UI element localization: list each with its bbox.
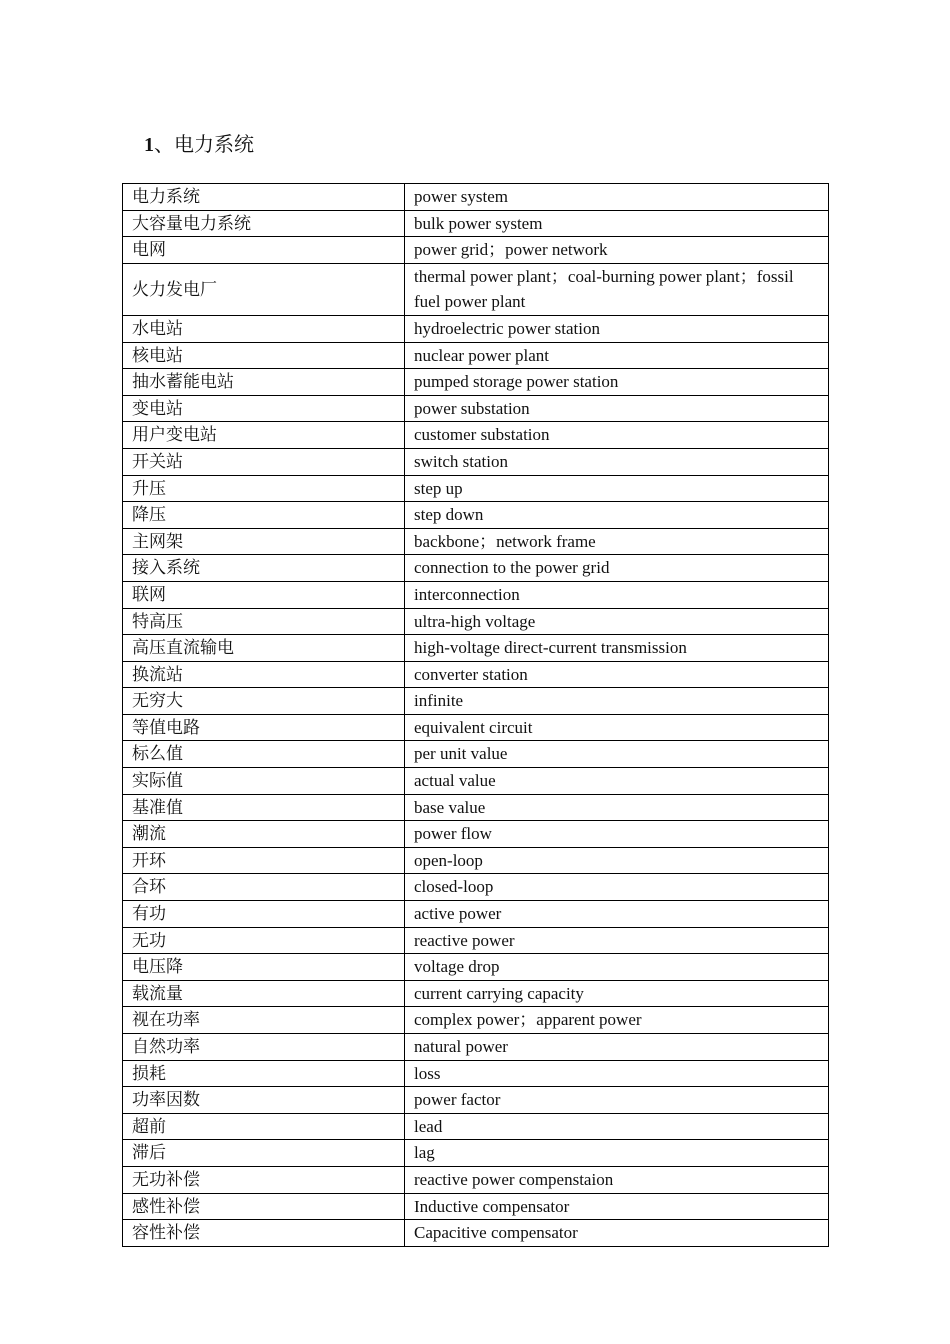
table-row <box>123 422 829 449</box>
term-chinese: 滞后 <box>123 1140 405 1167</box>
term-chinese: 换流站 <box>123 661 405 688</box>
term-chinese: 火力发电厂 <box>123 263 405 315</box>
term-english: converter station <box>405 661 829 688</box>
term-english: voltage drop <box>405 954 829 981</box>
term-english: base value <box>405 794 829 821</box>
term-english: bulk power system <box>405 210 829 237</box>
section-title: 电力系统 <box>174 134 254 156</box>
table-row <box>123 555 829 582</box>
table-row <box>123 369 829 396</box>
table-row <box>123 1140 829 1167</box>
term-english: natural power <box>405 1034 829 1061</box>
term-chinese: 基准值 <box>123 794 405 821</box>
glossary-body <box>123 184 829 1247</box>
term-english: ultra-high voltage <box>405 608 829 635</box>
term-chinese: 高压直流输电 <box>123 635 405 662</box>
table-row <box>123 263 829 315</box>
table-row <box>123 1166 829 1193</box>
section-separator: 、 <box>154 134 174 156</box>
table-row <box>123 1113 829 1140</box>
term-english: step down <box>405 502 829 529</box>
table-row <box>123 475 829 502</box>
table-row <box>123 1007 829 1034</box>
term-chinese: 电力系统 <box>123 184 405 211</box>
term-chinese: 降压 <box>123 502 405 529</box>
section-heading <box>144 130 254 160</box>
table-row <box>123 528 829 555</box>
table-row <box>123 448 829 475</box>
term-chinese: 用户变电站 <box>123 422 405 449</box>
term-english: switch station <box>405 448 829 475</box>
term-english: power substation <box>405 395 829 422</box>
term-chinese: 电网 <box>123 237 405 264</box>
term-english: open-loop <box>405 847 829 874</box>
table-row <box>123 184 829 211</box>
term-english: power grid；power network <box>405 237 829 264</box>
term-chinese: 大容量电力系统 <box>123 210 405 237</box>
term-english: high-voltage direct-current transmission <box>405 635 829 662</box>
term-chinese: 无穷大 <box>123 688 405 715</box>
term-chinese: 开关站 <box>123 448 405 475</box>
table-row <box>123 342 829 369</box>
term-chinese: 标么值 <box>123 741 405 768</box>
table-row <box>123 874 829 901</box>
table-row <box>123 1220 829 1247</box>
table-row <box>123 1087 829 1114</box>
term-english: power system <box>405 184 829 211</box>
table-row <box>123 714 829 741</box>
term-chinese: 主网架 <box>123 528 405 555</box>
term-english: thermal power plant；coal-burning power plant；fossil fuel power plant <box>405 263 829 315</box>
term-chinese: 特高压 <box>123 608 405 635</box>
term-english: complex power；apparent power <box>405 1007 829 1034</box>
term-english: per unit value <box>405 741 829 768</box>
term-chinese: 开环 <box>123 847 405 874</box>
table-row <box>123 502 829 529</box>
table-row <box>123 210 829 237</box>
term-chinese: 无功补偿 <box>123 1166 405 1193</box>
term-chinese: 变电站 <box>123 395 405 422</box>
term-english: interconnection <box>405 581 829 608</box>
term-chinese: 视在功率 <box>123 1007 405 1034</box>
term-chinese: 合环 <box>123 874 405 901</box>
table-row <box>123 821 829 848</box>
term-english: pumped storage power station <box>405 369 829 396</box>
term-english: reactive power compenstaion <box>405 1166 829 1193</box>
table-row <box>123 954 829 981</box>
term-english: connection to the power grid <box>405 555 829 582</box>
term-chinese: 等值电路 <box>123 714 405 741</box>
table-row <box>123 1034 829 1061</box>
term-english: hydroelectric power station <box>405 315 829 342</box>
glossary-table <box>122 183 829 1247</box>
term-english: nuclear power plant <box>405 342 829 369</box>
term-english: Inductive compensator <box>405 1193 829 1220</box>
term-chinese: 潮流 <box>123 821 405 848</box>
term-chinese: 自然功率 <box>123 1034 405 1061</box>
term-chinese: 感性补偿 <box>123 1193 405 1220</box>
table-row <box>123 608 829 635</box>
term-chinese: 无功 <box>123 927 405 954</box>
term-chinese: 核电站 <box>123 342 405 369</box>
term-chinese: 功率因数 <box>123 1087 405 1114</box>
term-chinese: 水电站 <box>123 315 405 342</box>
table-row <box>123 237 829 264</box>
table-row <box>123 395 829 422</box>
table-row <box>123 635 829 662</box>
term-english: lag <box>405 1140 829 1167</box>
table-row <box>123 927 829 954</box>
table-row <box>123 1193 829 1220</box>
term-chinese: 接入系统 <box>123 555 405 582</box>
term-english: active power <box>405 901 829 928</box>
term-chinese: 抽水蓄能电站 <box>123 369 405 396</box>
term-english: current carrying capacity <box>405 980 829 1007</box>
term-english: backbone；network frame <box>405 528 829 555</box>
term-chinese: 损耗 <box>123 1060 405 1087</box>
table-row <box>123 1060 829 1087</box>
term-english: infinite <box>405 688 829 715</box>
table-row <box>123 315 829 342</box>
table-row <box>123 980 829 1007</box>
term-english: actual value <box>405 768 829 795</box>
term-english: reactive power <box>405 927 829 954</box>
term-english: lead <box>405 1113 829 1140</box>
table-row <box>123 794 829 821</box>
table-row <box>123 688 829 715</box>
term-chinese: 实际值 <box>123 768 405 795</box>
term-english: power flow <box>405 821 829 848</box>
term-english: step up <box>405 475 829 502</box>
term-chinese: 有功 <box>123 901 405 928</box>
term-chinese: 联网 <box>123 581 405 608</box>
table-row <box>123 581 829 608</box>
term-english: closed-loop <box>405 874 829 901</box>
term-english: power factor <box>405 1087 829 1114</box>
term-chinese: 容性补偿 <box>123 1220 405 1247</box>
table-row <box>123 847 829 874</box>
table-row <box>123 768 829 795</box>
term-chinese: 电压降 <box>123 954 405 981</box>
term-chinese: 超前 <box>123 1113 405 1140</box>
table-row <box>123 901 829 928</box>
table-row <box>123 661 829 688</box>
section-number: 1 <box>144 134 154 156</box>
term-english: Capacitive compensator <box>405 1220 829 1247</box>
term-english: equivalent circuit <box>405 714 829 741</box>
term-english: customer substation <box>405 422 829 449</box>
term-english: loss <box>405 1060 829 1087</box>
table-row <box>123 741 829 768</box>
term-chinese: 升压 <box>123 475 405 502</box>
term-chinese: 载流量 <box>123 980 405 1007</box>
